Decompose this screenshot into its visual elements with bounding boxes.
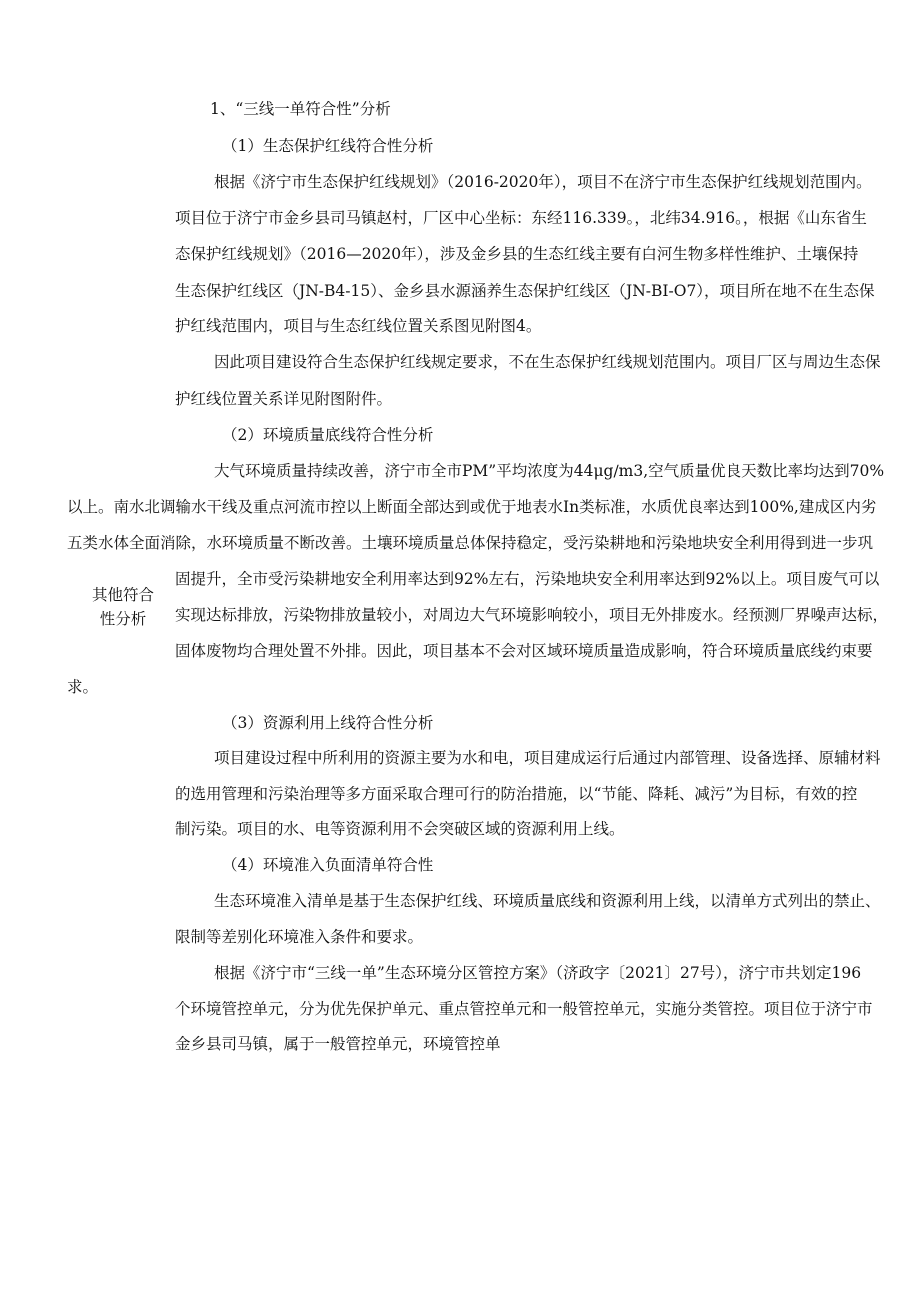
sub1-p1-line-1: 根据《济宁市生态保护红线规划》（2016-2020年），项目不在济宁市生态保护红线规划范围内。 <box>214 173 872 191</box>
sub4-p1-line-2: 限制等差别化环境准入条件和要求。 <box>175 928 424 946</box>
side-label <box>86 583 160 631</box>
sub2-p1-line-2: 以上。南水北调输水干线及重点河流市控以上断面全部达到或优于地表水In类标准，水质优良率达到100%,建成区内劣 <box>67 498 877 516</box>
sub4-p2-line-3: 金乡县司马镇，属于一般管控单元，环境管控单 <box>175 1035 501 1053</box>
sub1-p1-line-5: 护红线范围内，项目与生态红线位置关系图见附图4。 <box>175 317 542 335</box>
sub1-p2-line-2: 护红线位置关系详见附图附件。 <box>175 390 393 408</box>
sub1-p1-line-2: 项目位于济宁市金乡县司马镇赵村，厂区中心坐标：东经116.339。，北纬34.916。，根据《山东省生 <box>175 209 867 227</box>
sub3-heading: （3）资源利用上线符合性分析 <box>222 714 434 732</box>
sub2-p1-line-3: 五类水体全面消除，水环境质量不断改善。土壤环境质量总体保持稳定，受污染耕地和污染地块安全利用得到进一步巩 <box>67 534 874 552</box>
sub4-p2-line-2: 个环境管控单元，分为优先保护单元、重点管控单元和一般管控单元，实施分类管控。项目位于济宁市 <box>175 1000 873 1018</box>
sub3-p1-line-1: 项目建设过程中所利用的资源主要为水和电，项目建成运行后通过内部管理、设备选择、原辅材料 <box>214 749 881 767</box>
side-label-line-2: 性分析 <box>99 610 147 628</box>
sub2-p1-line-7: 求。 <box>67 678 99 696</box>
sub1-p1-line-4: 生态保护红线区（JN-B4-15）、金乡县水源涵养生态保护红线区（JN-BI-O7），项目所在地不在生态保 <box>175 282 875 300</box>
sub1-heading: （1）生态保护红线符合性分析 <box>222 137 434 155</box>
sub3-p1-line-3: 制污染。项目的水、电等资源利用不会突破区域的资源利用上线。 <box>175 820 625 838</box>
sub2-p1-line-1: 大气环境质量持续改善，济宁市全市PM”平均浓度为44μg∕m3,空气质量优良天数比率均达到70% <box>214 462 885 480</box>
side-label-line-1: 其他符合 <box>91 586 154 604</box>
sub1-p2-line-1: 因此项目建设符合生态保护红线规定要求，不在生态保护红线规划范围内。项目厂区与周边生态保 <box>214 353 881 371</box>
sub2-p1-line-5: 实现达标排放，污染物排放量较小，对周边大气环境影响较小，项目无外排废水。经预测厂界噪声达标， <box>175 606 889 624</box>
sub4-p2-line-1: 根据《济宁市“三线一单”生态环境分区管控方案》（济政字〔2021〕27号），济宁市共划定196 <box>214 964 862 982</box>
sub4-heading: （4）环境准入负面清单符合性 <box>222 856 434 874</box>
sub2-heading: （2）环境质量底线符合性分析 <box>222 426 434 444</box>
sub2-p1-line-6: 固体废物均合理处置不外排。因此，项目基本不会对区域环境质量造成影响，符合环境质量底线约束要 <box>175 642 873 660</box>
sub3-p1-line-2: 的选用管理和污染治理等多方面采取合理可行的防治措施，以“节能、降耗、减污”为目标，有效的控 <box>175 785 858 803</box>
section-title: 1、“三线一单符合性”分析 <box>210 100 391 118</box>
sub4-p1-line-1: 生态环境准入清单是基于生态保护红线、环境质量底线和资源利用上线，以清单方式列出的禁止、 <box>214 892 881 910</box>
sub1-p1-line-3: 态保护红线规划》（2016—2020年），涉及金乡县的生态红线主要有白河生物多样性维护、土壤保持 <box>175 245 859 263</box>
sub2-p1-line-4: 固提升，全市受污染耕地安全利用率达到92%左右，污染地块安全利用率达到92%以上。项目废气可以 <box>175 570 880 588</box>
